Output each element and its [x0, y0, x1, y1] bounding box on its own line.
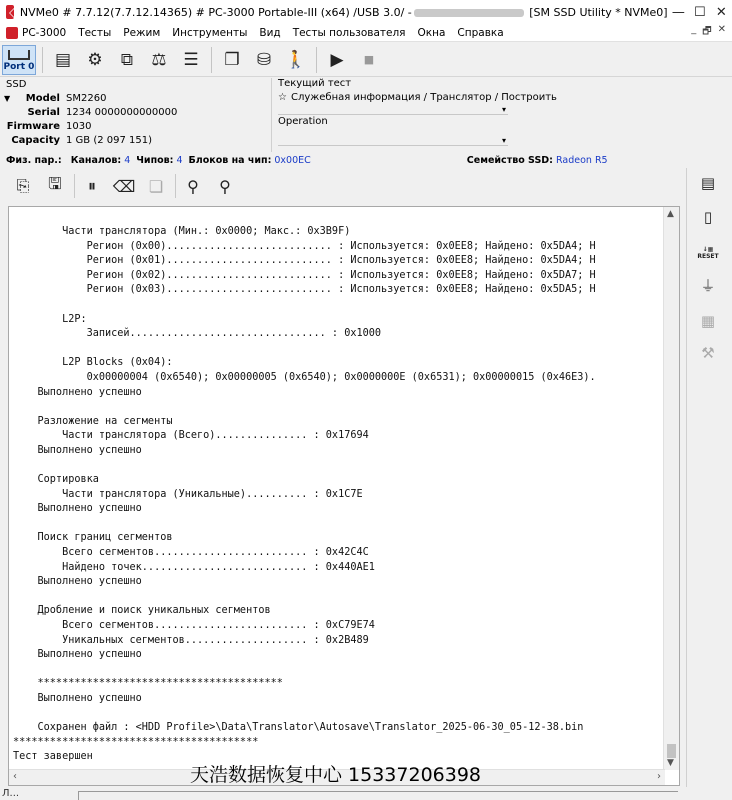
- clear-log-icon[interactable]: ⌫: [112, 176, 136, 196]
- log-line: 0x00000004 (0x6540); 0x00000005 (0x6540); 0x0000000E (0x6531); 0x00000015 (0x46E3).: [13, 371, 596, 383]
- bottom-tabs: [0, 787, 732, 800]
- app-icon: [6, 5, 14, 19]
- ssd-header: SSD: [6, 79, 27, 90]
- export-icon[interactable]: ⎘: [16, 176, 30, 195]
- log-line: [13, 590, 661, 605]
- log-line: Регион (0x00)........................... : Используется: 0x0EE8; Найдено: 0x5DA4; Н: [13, 240, 596, 252]
- log-line: Всего сегментов......................... : 0x42C4C: [13, 547, 369, 559]
- log-line: Выполнено успешно: [13, 503, 142, 515]
- status-line: [0, 153, 732, 167]
- ssd-firmware-row: [0, 121, 272, 135]
- play-icon[interactable]: ▶: [330, 49, 344, 70]
- log-line: [13, 707, 661, 722]
- model-label: Model: [25, 93, 60, 104]
- log-line: Выполнено успешно: [13, 576, 142, 588]
- log-line: Дробление и поиск уникальных сегментов: [13, 605, 271, 617]
- log-line: Записей................................ : 0x1000: [13, 328, 382, 340]
- phone-device-icon[interactable]: ▯: [703, 208, 713, 226]
- log-line: Выполнено успешно: [13, 386, 142, 398]
- close-button[interactable]: ✕: [715, 4, 727, 20]
- network-icon: [8, 50, 30, 60]
- log-line: Части транслятора (Мин.: 0x0000; Макс.: 0x3B9F): [13, 226, 351, 237]
- window-title: [20, 6, 668, 19]
- menu-pc3000[interactable]: [0, 27, 72, 39]
- log-line: ****************************************: [13, 736, 259, 748]
- pause-icon[interactable]: ⏸: [87, 176, 96, 195]
- log-line: [13, 342, 661, 357]
- window-titlebar: [0, 0, 732, 24]
- find-icon[interactable]: ⚲: [187, 176, 199, 196]
- log-text: [13, 225, 661, 765]
- menu-bar: [0, 24, 732, 42]
- menu-view[interactable]: Вид: [259, 26, 281, 39]
- current-test-value: [278, 92, 732, 103]
- log-line: [13, 400, 661, 415]
- watermark: 天浩数据恢复中心 15337206398: [190, 764, 482, 786]
- window-title-left: NVMe0 # 7.7.12(7.7.12.14365) # PC-3000 Portable-III (x64) /USB 3.0/ -: [19, 5, 412, 19]
- log-tab[interactable]: Л...: [2, 788, 20, 799]
- log-output[interactable]: [8, 206, 680, 786]
- menu-tools[interactable]: Инструменты: [172, 26, 248, 39]
- drive-info-icon[interactable]: ▤: [54, 49, 72, 70]
- reset-icon[interactable]: ↓▦ RESET: [697, 246, 719, 260]
- operation-dropdown[interactable]: ▾: [278, 136, 508, 146]
- model-value: SM2260: [66, 93, 107, 104]
- test-dropdown[interactable]: ▾: [278, 105, 508, 115]
- log-line: Поиск границ сегментов: [13, 532, 173, 544]
- vertical-scrollbar[interactable]: [663, 207, 679, 770]
- scroll-thumb[interactable]: [667, 744, 676, 758]
- menu-mode[interactable]: Режим: [123, 26, 161, 39]
- log-line: L2P:: [13, 313, 87, 325]
- power-icon[interactable]: ⏚: [700, 276, 716, 295]
- blocks-label: Блоков на чип:: [188, 154, 272, 166]
- firmware-value: 1030: [66, 121, 92, 132]
- scroll-left-icon[interactable]: ‹: [13, 771, 17, 782]
- drive-info-icon[interactable]: ▤: [700, 174, 716, 192]
- scroll-up-icon[interactable]: ▲: [667, 209, 674, 219]
- menu-help[interactable]: Справка: [457, 26, 504, 39]
- ssd-capacity-row: [0, 135, 272, 149]
- ssd-model-row: [0, 93, 272, 107]
- scroll-right-icon[interactable]: ›: [657, 771, 661, 782]
- capacity-label: Capacity: [11, 135, 60, 146]
- serial-value: 1234 0000000000000: [66, 107, 178, 118]
- toolbar-separator: [175, 174, 176, 198]
- mdi-restore-button[interactable]: 🗗: [702, 26, 712, 37]
- log-line: Выполнено успешно: [13, 444, 142, 456]
- chips-value: 4: [176, 154, 183, 166]
- copy-icon[interactable]: ❏: [148, 176, 164, 196]
- operation-label: Operation: [278, 116, 328, 127]
- tab-border: [78, 791, 678, 800]
- mdi-minimize-button[interactable]: _: [691, 24, 697, 35]
- port-label: Port 0: [3, 61, 35, 72]
- mdi-close-button[interactable]: ✕: [717, 24, 726, 35]
- chip-icon[interactable]: ▦: [700, 312, 716, 330]
- menu-tests[interactable]: Тесты: [78, 26, 112, 39]
- capacity-value: 1 GB (2 097 151): [66, 135, 153, 146]
- toolbar-separator: [74, 174, 75, 198]
- channels-label: Каналов:: [70, 154, 122, 166]
- settings-gear-icon[interactable]: ⚙: [87, 49, 103, 70]
- log-line: Сохранен файл : <HDD Profile>\Data\Translator\Autosave\Translator_2025-06-30_05-12-38.bin: [13, 722, 584, 734]
- family-label: Семейство SSD:: [466, 154, 553, 166]
- log-line: Регион (0x03)........................... : Используется: 0x0EE8; Найдено: 0x5DA5; Н: [13, 284, 596, 296]
- ssd-info-box: [0, 78, 272, 152]
- current-test-text: Служебная информация / Транслятор / Построить: [290, 92, 557, 103]
- redacted-text: [414, 9, 524, 17]
- copy-window-icon[interactable]: ❐: [224, 49, 240, 70]
- toolbar-separator: [42, 47, 43, 73]
- ssd-serial-row: [0, 107, 272, 121]
- log-line: Части транслятора (Уникальные).......... : 0x1C7E: [13, 488, 363, 500]
- log-line: ****************************************: [13, 678, 283, 690]
- collapse-arrow-icon[interactable]: ▼: [4, 94, 11, 103]
- family-value: Radeon R5: [556, 154, 608, 166]
- minimize-button[interactable]: —: [671, 4, 685, 20]
- scale-icon[interactable]: ⚖: [151, 49, 167, 70]
- scroll-down-icon[interactable]: ▼: [667, 758, 674, 768]
- disk-stack-icon[interactable]: ⛁: [256, 49, 272, 70]
- firmware-label: Firmware: [6, 121, 60, 132]
- log-line: Регион (0x02)........................... : Используется: 0x0EE8; Найдено: 0x5DA7; Н: [13, 269, 596, 281]
- pc3000-icon: [6, 27, 18, 39]
- log-line: Уникальных сегментов.................... : 0x2B489: [13, 634, 369, 646]
- mdi-controls: [691, 24, 732, 41]
- serial-label: Serial: [27, 107, 60, 118]
- log-line: Части транслятора (Всего)............... : 0x17694: [13, 430, 369, 442]
- log-line: Найдено точек........................... : 0x440AE1: [13, 561, 375, 573]
- list-icon[interactable]: ☰: [183, 49, 199, 70]
- log-line: [13, 459, 661, 474]
- maximize-button[interactable]: ☐: [693, 4, 706, 20]
- current-test-box: [278, 78, 732, 152]
- menu-windows[interactable]: Окна: [417, 26, 446, 39]
- log-line: [13, 298, 661, 313]
- log-line: Регион (0x01)........................... : Используется: 0x0EE8; Найдено: 0x5DA4; Н: [13, 255, 596, 267]
- log-line: Сортировка: [13, 474, 99, 486]
- channels-value: 4: [124, 154, 131, 166]
- blocks-value: 0x00EC: [274, 154, 311, 166]
- menu-label: PC-3000: [22, 26, 67, 39]
- right-toolbar: [686, 168, 732, 800]
- stop-icon[interactable]: ■: [363, 53, 375, 66]
- log-line: Разложение на сегменты: [13, 415, 173, 427]
- phys-params-label: Физ. пар.:: [6, 154, 62, 166]
- log-line: [13, 663, 661, 678]
- find-next-icon[interactable]: ⚲: [219, 176, 231, 196]
- tools-icon[interactable]: ⚒: [701, 344, 715, 362]
- chips-label: Чипов:: [136, 154, 174, 166]
- save-log-icon[interactable]: 🖫: [48, 173, 62, 193]
- toolbar-separator: [316, 47, 317, 73]
- log-line: L2P Blocks (0x04):: [13, 357, 173, 369]
- modules-icon[interactable]: ⧉: [120, 49, 134, 70]
- info-pane: [0, 78, 732, 152]
- log-line: Тест завершен: [13, 751, 93, 763]
- log-toolbar: [0, 168, 686, 204]
- log-line: Выполнено успешно: [13, 693, 142, 704]
- log-line: Выполнено успешно: [13, 649, 142, 661]
- log-line: [13, 517, 661, 532]
- current-test-label: Текущий тест: [278, 78, 352, 89]
- walk-icon[interactable]: 🚶: [285, 49, 307, 70]
- port-button[interactable]: [2, 45, 36, 75]
- main-toolbar: [0, 43, 732, 77]
- window-title-right: [SM SSD Utility * NVMe0]: [529, 5, 668, 19]
- star-icon: ☆: [278, 92, 287, 103]
- menu-user-tests[interactable]: Тесты пользователя: [292, 26, 406, 39]
- log-line: Всего сегментов......................... : 0xC79E74: [13, 620, 375, 632]
- toolbar-separator: [211, 47, 212, 73]
